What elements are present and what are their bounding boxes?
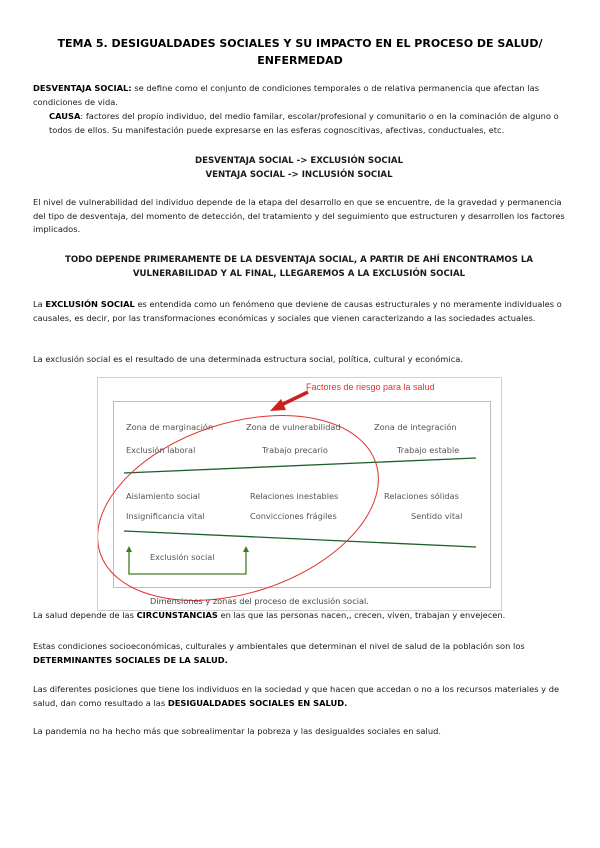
exclusion-label: EXCLUSIÓN SOCIAL bbox=[45, 299, 135, 309]
lower-divider-line bbox=[124, 531, 476, 547]
row3-marginacion: Insignificancia vital bbox=[126, 511, 205, 521]
causa-paragraph bbox=[33, 110, 565, 137]
causa-text: : factores del propio individuo, del medio familar, escolar/profesional y comunitario o en la cominación de alguno o todos de ellos. Su manifestación puede expresarse en las esferas cognoscitivas, afectivas, conductuales, etc. bbox=[49, 111, 559, 135]
upper-divider-line bbox=[124, 458, 476, 473]
exclusion-text: es entendida como un fenómeno que deviene de causas estructurales y no meramente individuales o causales, es decir, por las transformaciones económicas y sociales que vienen caracterizando a las sociedades actuales. bbox=[33, 299, 562, 323]
todo-depende-block bbox=[33, 254, 565, 281]
posiciones-paragraph bbox=[33, 683, 565, 710]
zone-marginacion: Zona de marginación bbox=[126, 422, 214, 432]
row2-vulnerabilidad: Relaciones inestables bbox=[250, 491, 339, 501]
exclusion-diagram bbox=[97, 377, 502, 611]
risk-arrow-head bbox=[270, 399, 286, 411]
row2-marginacion: Aislamiento social bbox=[126, 491, 201, 501]
row3-integracion: Sentido vital bbox=[411, 511, 463, 521]
determinantes-label: DETERMINANTES SOCIALES DE LA SALUD. bbox=[33, 654, 228, 665]
circunstancias-pre: La salud depende de las bbox=[33, 610, 137, 620]
relations-block bbox=[33, 155, 565, 182]
posiciones-text: Las diferentes posiciones que tiene los individuos en la sociedad y que hacen que accedan o no a los recursos materiales y de salud, dan como resultado a las bbox=[33, 684, 560, 708]
risk-arrow-shaft bbox=[279, 392, 308, 406]
determinantes-text: Estas condiciones socioeconómicas, culturales y ambientales que determinan el nivel de salud de la población son los bbox=[33, 641, 525, 651]
todo-depende-line-1: TODO DEPENDE PRIMERAMENTE DE LA DESVENTAJA SOCIAL, A PARTIR DE AHÍ ENCONTRAMOS LA bbox=[64, 255, 534, 265]
diagram-caption: Dimensiones y zonas del proceso de exclusión social. bbox=[150, 596, 369, 606]
row1-vulnerabilidad: Trabajo precario bbox=[262, 445, 328, 455]
row1-integracion: Trabajo estable bbox=[397, 445, 460, 455]
desventaja-label: DESVENTAJA SOCIAL: bbox=[33, 83, 132, 93]
circunstancias-label: CIRCUNSTANCIAS bbox=[136, 610, 218, 620]
exclusion-social-label: Exclusión social bbox=[150, 552, 215, 562]
circunstancias-text: en las que las personas nacen,, crecen, viven, trabajan y envejecen. bbox=[217, 610, 506, 620]
resultado-paragraph: La exclusión social es el resultado de una determinada estructura social, política, cultural y económica. bbox=[33, 354, 463, 364]
relation-ventaja: VENTAJA SOCIAL -> INCLUSIÓN SOCIAL bbox=[205, 169, 393, 180]
row1-marginacion: Exclusión laboral bbox=[126, 445, 196, 455]
pandemia-paragraph: La pandemia no ha hecho más que sobrealimentar la pobreza y las desigualdes sociales en salud. bbox=[33, 726, 441, 736]
todo-depende-line-2: VULNERABILIDAD Y AL FINAL, LLEGAREMOS A LA EXCLUSIÓN SOCIAL bbox=[132, 268, 466, 279]
zone-integracion: Zona de integración bbox=[374, 422, 457, 432]
vulnerabilidad-paragraph: El nivel de vulnerabilidad del individuo depende de la etapa del desarrollo en que se encuentre, de la gravedad y permanencia del tipo de desventaja, del momento de detección, del tratamiento y del seguimiento que estructuren y desarrollen los factores implicados. bbox=[33, 197, 565, 234]
exclusion-paragraph bbox=[33, 298, 565, 325]
exclusion-pre: La bbox=[33, 299, 46, 309]
title-line-2: ENFERMEDAD bbox=[257, 54, 343, 67]
relation-desventaja: DESVENTAJA SOCIAL -> EXCLUSIÓN SOCIAL bbox=[194, 156, 404, 166]
zone-vulnerabilidad: Zona de vulnerabilidad bbox=[246, 422, 341, 432]
desventaja-text: se define como el conjunto de condiciones temporales o de relativa permanencia que afectan las condiciones de vida. bbox=[33, 83, 540, 107]
exclusion-arrow-right bbox=[243, 546, 249, 552]
circunstancias-paragraph bbox=[33, 609, 565, 623]
posiciones-label: DESIGUALDADES SOCIALES EN SALUD. bbox=[167, 697, 348, 708]
row2-integracion: Relaciones sólidas bbox=[384, 491, 459, 501]
title-line-1: TEMA 5. DESIGUALDADES SOCIALES Y SU IMPACTO EN EL PROCESO DE SALUD/ bbox=[57, 37, 543, 50]
determinantes-paragraph bbox=[33, 640, 565, 667]
exclusion-arrow-left bbox=[126, 546, 132, 552]
page-title bbox=[40, 35, 560, 69]
causa-label: CAUSA bbox=[49, 111, 81, 121]
risk-factors-label: Factores de riesgo para la salud bbox=[306, 382, 435, 392]
row3-vulnerabilidad: Convicciones frágiles bbox=[250, 511, 337, 521]
desventaja-paragraph bbox=[33, 82, 565, 109]
